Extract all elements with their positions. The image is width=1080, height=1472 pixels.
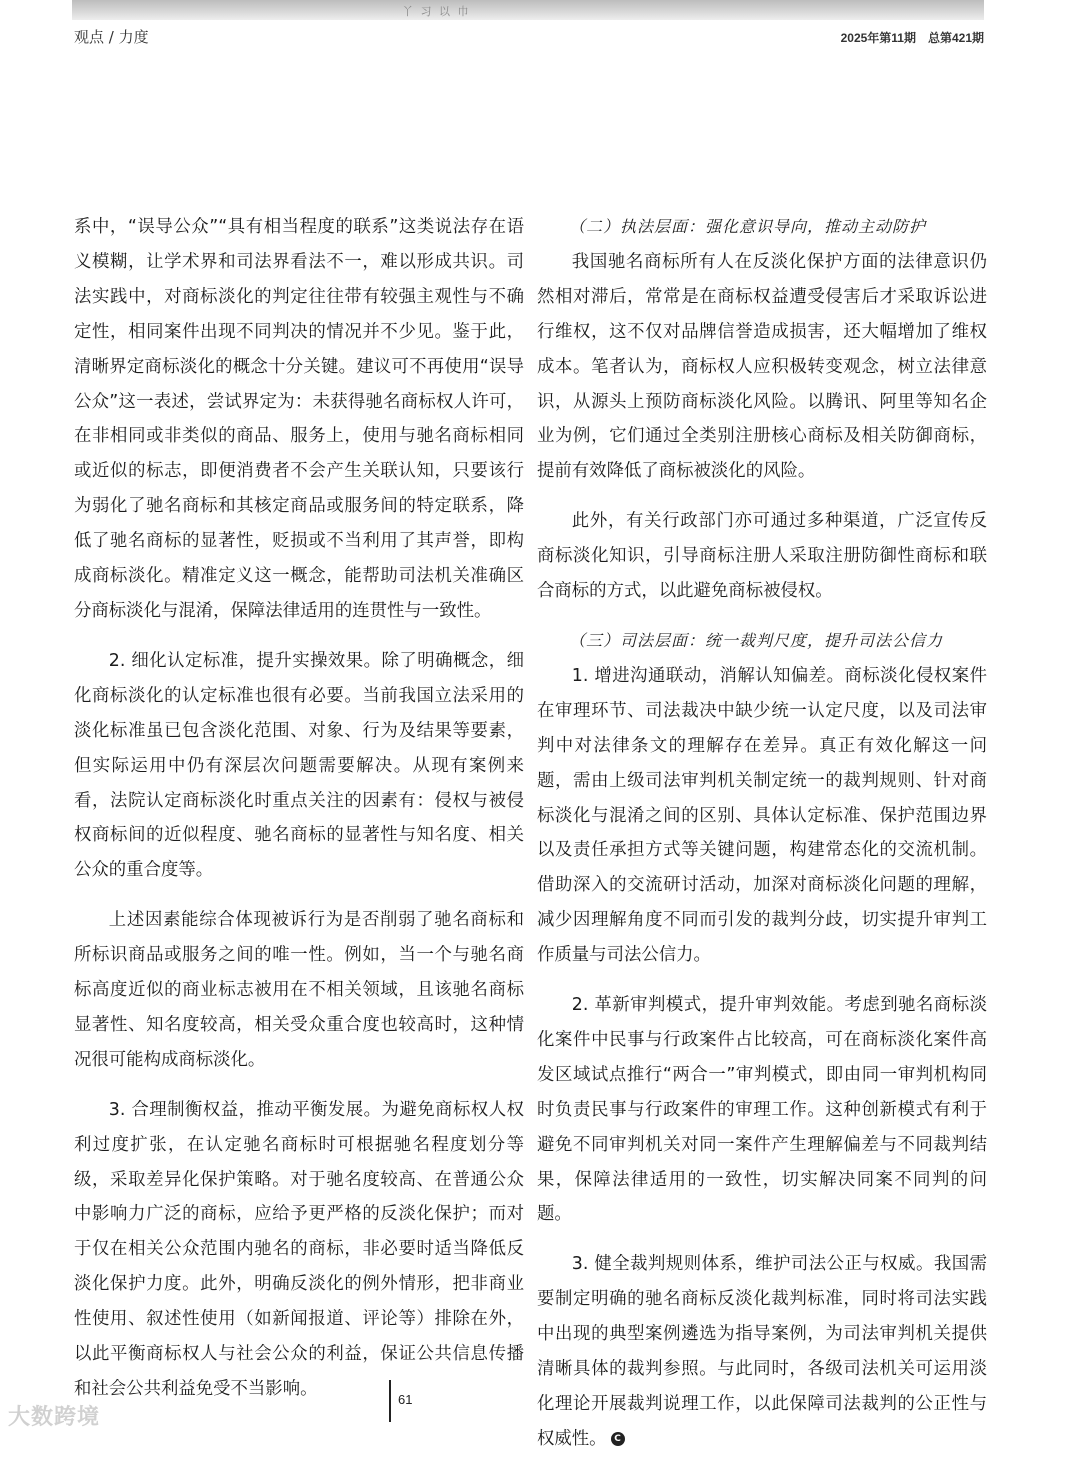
paragraph [74, 644, 524, 888]
top-scan-band [72, 0, 984, 20]
paragraph [537, 245, 987, 489]
paragraph [537, 988, 987, 1232]
section-heading [537, 210, 987, 245]
end-mark-icon: C [611, 1432, 625, 1446]
watermark-text: 大数跨境 [8, 1405, 101, 1430]
paragraph-text: 3. 健全裁判规则体系，维护司法公正与权威。我国需要制定明确的驰名商标反淡化裁判标准，同时将司法实践中出现的典型案例遴选为指导案例，为司法审判机关提供清晰具体的裁判参照。与此同时，各级司法机关可运用淡化理论开展裁判说理工作，以此保障司法裁判的公正性与权威性。 [537, 1254, 987, 1449]
paragraph-text: 系中，“误导公众”“具有相当程度的联系”这类说法存在语义模糊，让学术界和司法界看法不一，难以形成共识。司法实践中，对商标淡化的判定往往带有较强主观性与不确定性，相同案件出现不同判决的情况并不少见。鉴于此，清晰界定商标淡化的概念十分关键。建议可不再使用“误导公众”这一表述，尝试界定为：未获得驰名商标权人许可，在非相同或非类似的商品、服务上，使用与驰名商标相同或近似的标志，即便消费者不会产生关联认知，只要该行为弱化了驰名商标和其核定商品或服务间的特定联系，降低了驰名商标的显著性，贬损或不当利用了其声誉，即构成商标淡化。精准定义这一概念，能帮助司法机关准确区分商标淡化与混淆，保障法律适用的连贯性与一致性。 [74, 217, 524, 621]
section-heading [537, 624, 987, 659]
paragraph-text: 2. 革新审判模式，提升审判效能。考虑到驰名商标淡化案件中民事与行政案件占比较高，可在商标淡化案件高发区域试点推行“两合一”审判模式，即由同一审判机构同时负责民事与行政案件的审理工作。这种创新模式有利于避免不同审判机关对同一案件产生理解偏差与不同裁判结果，保障法律适用的一致性，切实解决同案不同判的问题。 [537, 995, 987, 1225]
page-number: 61 [398, 1392, 413, 1407]
paragraph [537, 659, 987, 973]
watermark-logo [8, 1400, 100, 1431]
left-column [74, 210, 524, 1422]
paragraph-text: 1. 增进沟通联动，消解认知偏差。商标淡化侵权案件在审理环节、司法裁决中缺少统一认定尺度，以及司法审判中对法律条文的理解存在差异。真正有效化解这一问题，需由上级司法审判机关制定统一的裁判规则、针对商标淡化与混淆之间的区别、具体认定标准、保护范围边界以及责任承担方式等关键问题，构建常态化的交流机制。借助深入的交流研讨活动，加深对商标淡化问题的理解，减少因理解角度不同而引发的裁判分歧，切实提升审判工作质量与司法公信力。 [537, 665, 987, 966]
right-column [537, 210, 987, 1472]
paragraph-text: 2. 细化认定标准，提升实操效果。除了明确概念，细化商标淡化的认定标准也很有必要。当前我国立法采用的淡化标准虽已包含淡化范围、对象、行为及结果等要素，但实际运用中仍有深层次问题需要解决。从现有案例来看，法院认定商标淡化时重点关注的因素有：侵权与被侵权商标间的近似程度、驰名商标的显著性与知名度、相关公众的重合度等。 [74, 650, 524, 881]
paragraph [74, 903, 524, 1078]
paragraph [537, 1247, 987, 1456]
paragraph [74, 210, 524, 629]
paragraph-text: 我国驰名商标所有人在反淡化保护方面的法律意识仍然相对滞后，常常是在商标权益遭受侵害后才采取诉讼进行维权，这不仅对品牌信誉造成损害，还大幅增加了维权成本。笔者认为，商标权人应积极转变观念，树立法律意识，从源头上预防商标淡化风险。以腾讯、阿里等知名企业为例，它们通过全类别注册核心商标及相关防御商标，提前有效降低了商标被淡化的风险。 [537, 251, 987, 482]
paragraph-text: （三）司法层面：统一裁判尺度，提升司法公信力 [569, 630, 944, 650]
paragraph-text: 3. 合理制衡权益，推动平衡发展。为避免商标权人权利过度扩张，在认定驰名商标时可根据驰名程度划分等级，采取差异化保护策略。对于驰名度较高、在普通公众中影响力广泛的商标，应给予更严格的反淡化保护；而对于仅在相关公众范围内驰名的商标，非必要时适当降低反淡化保护力度。此外，明确反淡化的例外情形，把非商业性使用、叙述性使用（如新闻报道、评论等）排除在外，以此平衡商标权人与社会公众的利益，保证公共信息传播和社会公共利益免受不当影响。 [74, 1099, 524, 1399]
paragraph [74, 1093, 524, 1407]
paragraph-text: （二）执法层面：强化意识导向，推动主动防护 [569, 217, 927, 236]
paragraph [537, 504, 987, 609]
section-title: 观点 / 力度 [74, 28, 149, 46]
folio-divider [389, 1380, 391, 1422]
band-mark: 丫 习 以 巾 [402, 5, 471, 18]
paragraph-text: 此外，有关行政部门亦可通过多种渠道，广泛宣传反商标淡化知识，引导商标注册人采取注册防御性商标和联合商标的方式，以此避免商标被侵权。 [537, 511, 987, 602]
paragraph-text: 上述因素能综合体现被诉行为是否削弱了驰名商标和所标识商品或服务之间的唯一性。例如，当一个与驰名商标高度近似的商业标志被用在不相关领域，且该驰名商标显著性、知名度较高，相关受众重合度也较高时，这种情况很可能构成商标淡化。 [74, 910, 524, 1070]
issue-info: 2025年第11期 总第421期 [840, 31, 984, 45]
